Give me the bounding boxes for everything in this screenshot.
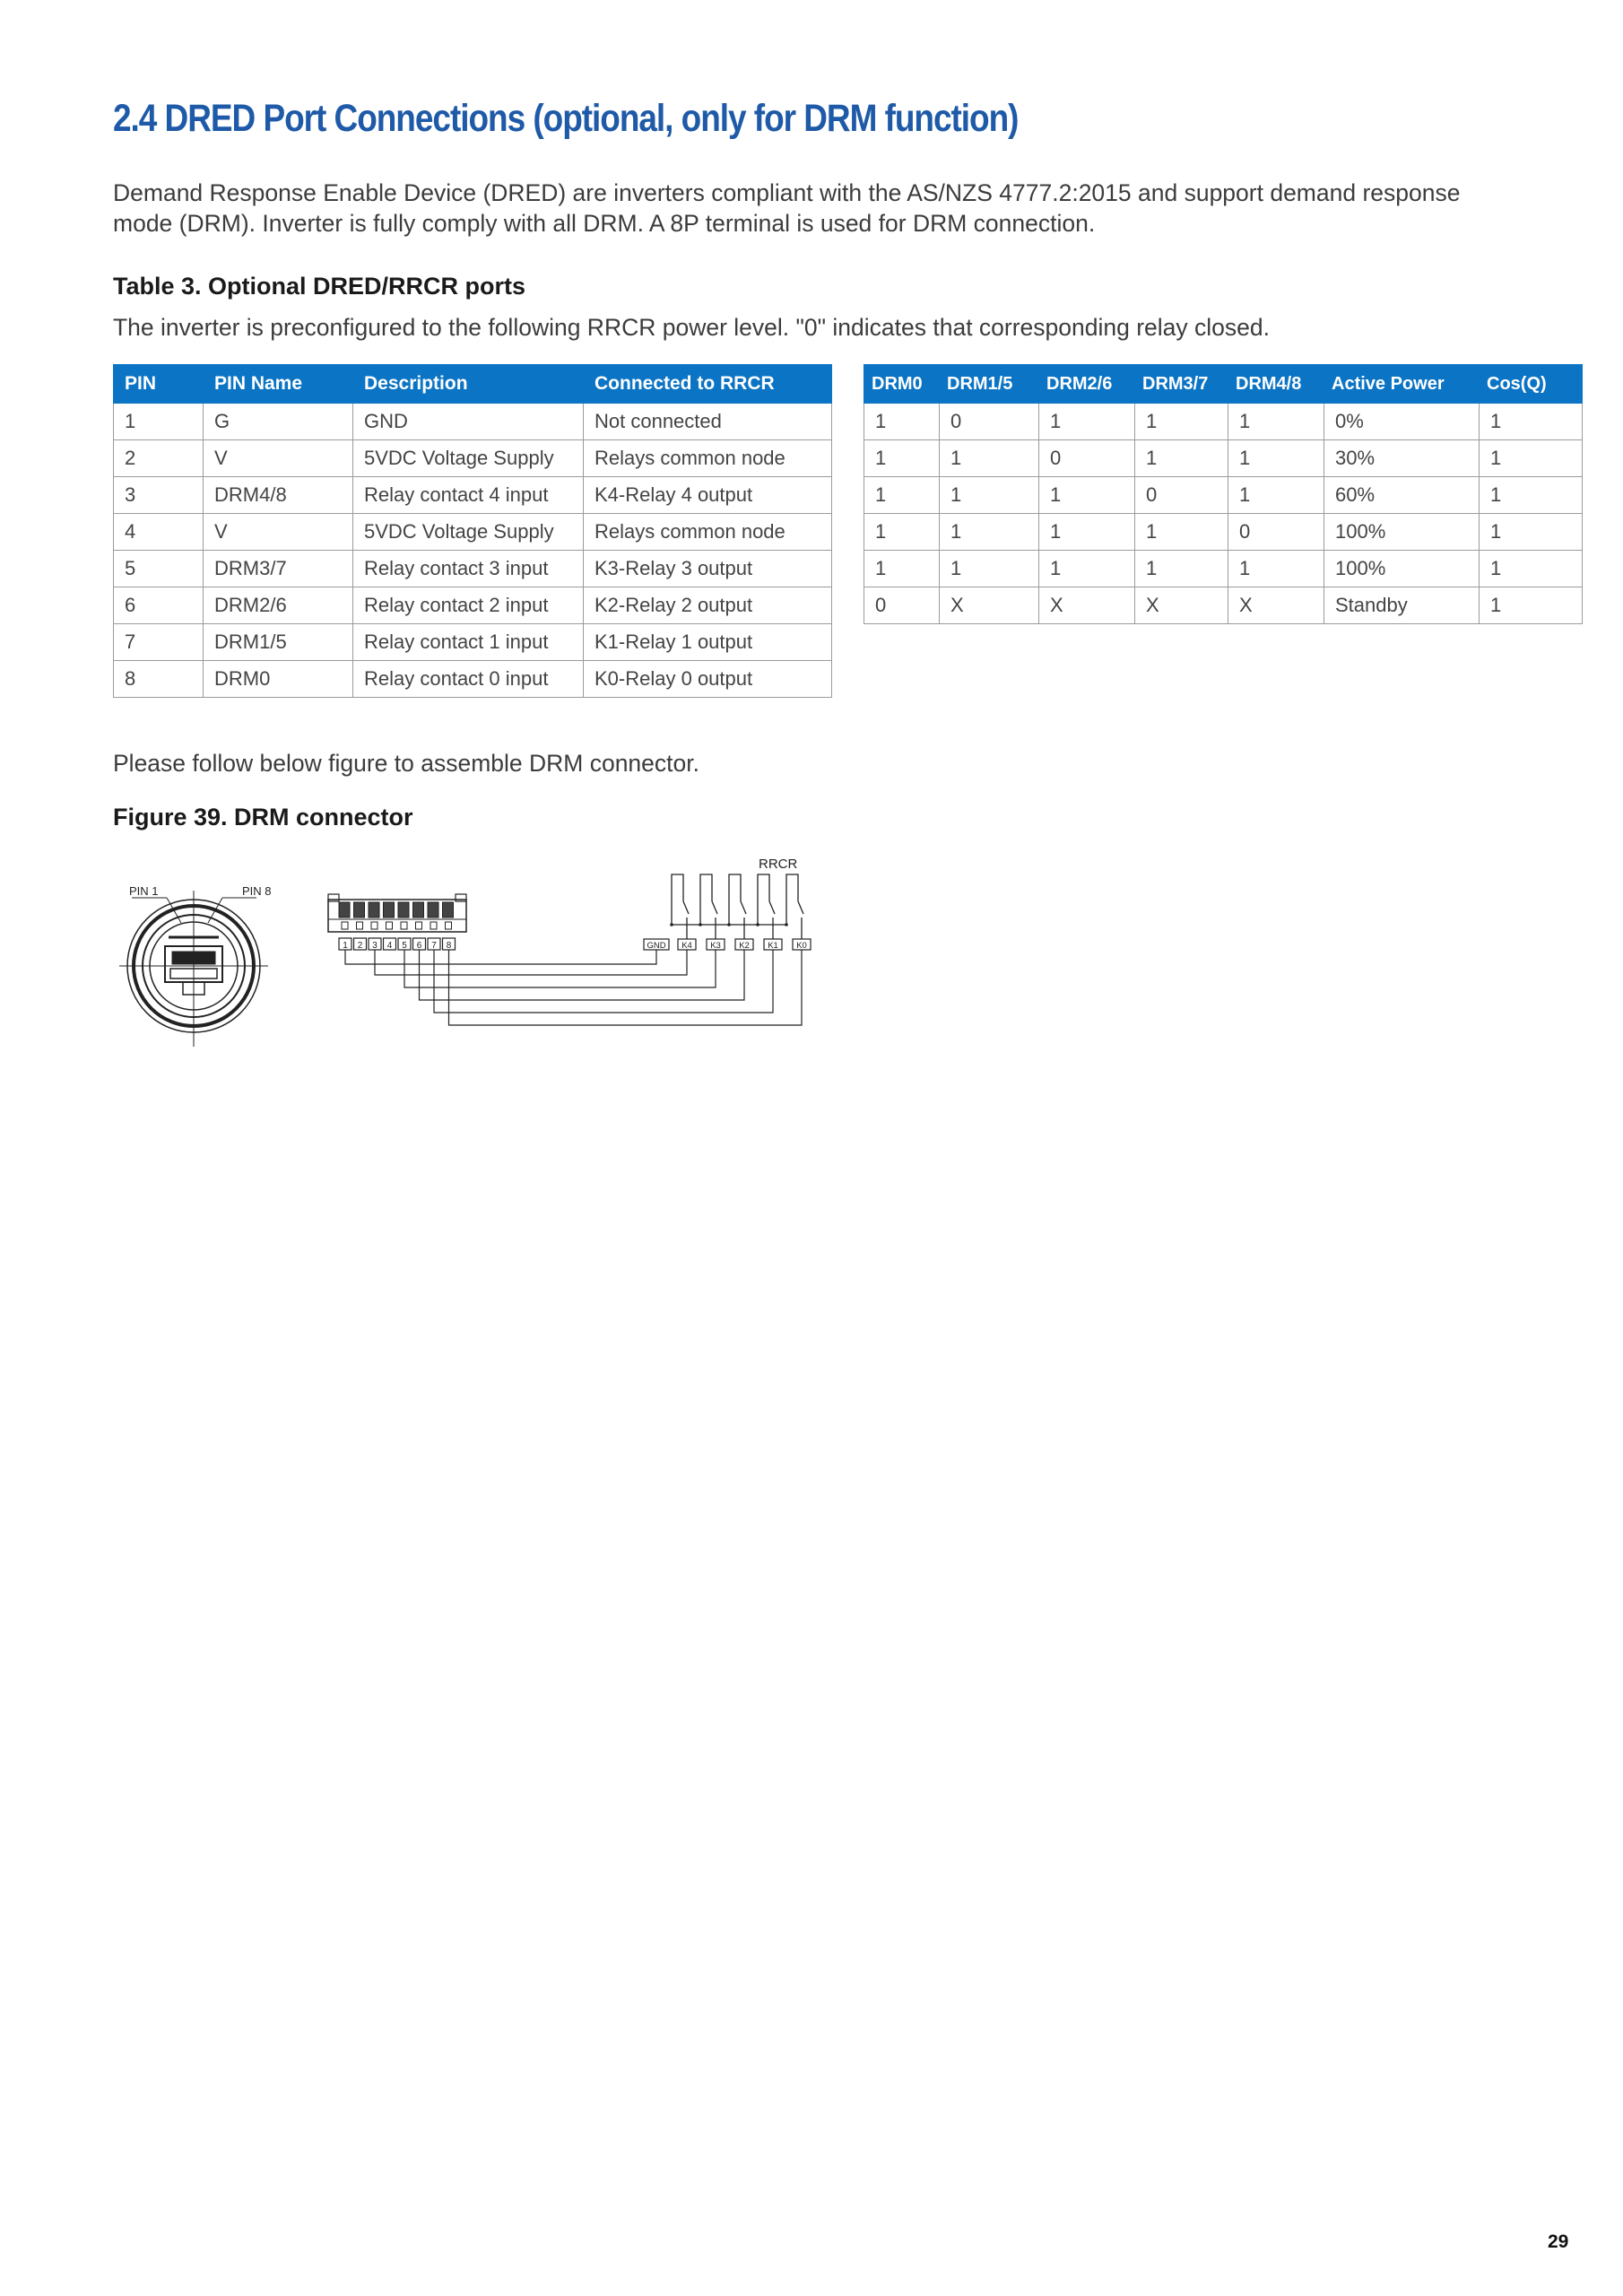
- relay-common-path: [758, 874, 769, 925]
- pin-table-cell: DRM1/5: [204, 624, 353, 661]
- drm-table-cell: 1: [1039, 514, 1135, 551]
- relay-common-path: [672, 874, 683, 925]
- figure-intro: Please follow below figure to assemble DRM connector.: [113, 750, 699, 777]
- rrcr-terminal-label: K3: [710, 941, 721, 951]
- terminal-number: 6: [416, 941, 422, 951]
- drm-table-cell: X: [1039, 587, 1135, 624]
- pin-table-cell: Not connected: [584, 404, 832, 440]
- pin-table-row: [114, 440, 832, 477]
- terminal-screw: [446, 922, 452, 929]
- terminal-number: 7: [431, 941, 437, 951]
- pin-table-cell: K1-Relay 1 output: [584, 624, 832, 661]
- terminal-screw: [386, 922, 393, 929]
- relay-switch-contact: [769, 901, 775, 914]
- pin-table-row: [114, 404, 832, 440]
- relay-common-path: [729, 874, 741, 925]
- terminal-slot: [339, 902, 350, 918]
- drm-table-cell: 1: [940, 440, 1039, 477]
- drm-table: [864, 364, 1583, 624]
- drm-table-cell: 1: [1480, 404, 1583, 440]
- pin-table-cell: G: [204, 404, 353, 440]
- pin-table-cell: Relay contact 1 input: [353, 624, 584, 661]
- pin-table-cell: 5: [114, 551, 204, 587]
- rrcr-terminal-label: K1: [768, 941, 778, 951]
- terminal-screw: [342, 922, 348, 929]
- pin-table-header-cell: PIN Name: [204, 365, 353, 404]
- drm-table-cell: 1: [1135, 404, 1228, 440]
- drm-table-cell: 0: [940, 404, 1039, 440]
- pin-table-body: [114, 404, 832, 698]
- drm-table-header: [864, 365, 1583, 404]
- pin-table-cell: Relay contact 2 input: [353, 587, 584, 624]
- drm-table-row: [864, 514, 1583, 551]
- drm-table-header-cell: DRM4/8: [1228, 365, 1324, 404]
- pin-table-cell: V: [204, 514, 353, 551]
- pin-table-cell: 3: [114, 477, 204, 514]
- terminal-screw: [357, 922, 363, 929]
- drm-connector-diagram: [113, 848, 830, 1063]
- drm-table-cell: 0: [864, 587, 940, 624]
- terminal-numbers: [339, 938, 456, 951]
- pin-table-cell: 6: [114, 587, 204, 624]
- relay-switch-contact: [712, 901, 717, 914]
- drm-table-cell: 1: [1480, 551, 1583, 587]
- drm-table-cell: 30%: [1324, 440, 1480, 477]
- terminal-screw: [371, 922, 378, 929]
- drm-table-header-cell: DRM0: [864, 365, 940, 404]
- relay-switch-contact: [683, 901, 689, 914]
- pin-table-cell: DRM2/6: [204, 587, 353, 624]
- drm-table-cell: 1: [1480, 514, 1583, 551]
- terminal-screw: [401, 922, 407, 929]
- drm-table-cell: Standby: [1324, 587, 1480, 624]
- pin-table-cell: Relay contact 4 input: [353, 477, 584, 514]
- drm-table-cell: 1: [1228, 440, 1324, 477]
- rrcr-relays: [670, 874, 803, 939]
- table-note: The inverter is preconfigured to the following RRCR power level. "0" indicates that corresponding relay closed.: [113, 314, 1270, 341]
- relay-switch-contact: [741, 901, 746, 914]
- figure-caption: Figure 39. DRM connector: [113, 804, 413, 831]
- terminal-number: 1: [343, 941, 348, 951]
- pin-table-cell: DRM0: [204, 661, 353, 698]
- drm-table-header-cell: DRM1/5: [940, 365, 1039, 404]
- pin-table-cell: Relay contact 0 input: [353, 661, 584, 698]
- rrcr-terminal-label: K0: [796, 941, 807, 951]
- drm-table-row: [864, 551, 1583, 587]
- pin-table-cell: V: [204, 440, 353, 477]
- drm-table-cell: X: [940, 587, 1039, 624]
- drm-table-cell: 1: [940, 477, 1039, 514]
- relay-switch-contact: [798, 901, 803, 914]
- pin-table-cell: Relays common node: [584, 514, 832, 551]
- drm-table-row: [864, 477, 1583, 514]
- drm-table-body: [864, 404, 1583, 624]
- pin-table-row: [114, 477, 832, 514]
- drm-table-cell: 1: [1228, 404, 1324, 440]
- terminal-slot: [369, 902, 379, 918]
- drm-table-cell: 1: [1039, 477, 1135, 514]
- terminal-slots: [339, 902, 454, 929]
- drm-table-cell: 1: [864, 440, 940, 477]
- pin-table-cell: Relay contact 3 input: [353, 551, 584, 587]
- rrcr-terminal-label: K4: [681, 941, 692, 951]
- drm-table-cell: 0: [1228, 514, 1324, 551]
- pin-table: [113, 364, 832, 698]
- drm-table-cell: 1: [1135, 514, 1228, 551]
- drm-table-cell: 1: [1039, 551, 1135, 587]
- pin-table-cell: 1: [114, 404, 204, 440]
- rrcr-label: RRCR: [759, 857, 798, 872]
- wire: [375, 950, 687, 975]
- drm-table-cell: 1: [864, 514, 940, 551]
- terminal-number: 3: [372, 941, 378, 951]
- drm-table-cell: 1: [864, 477, 940, 514]
- table-caption: Table 3. Optional DRED/RRCR ports: [113, 273, 526, 300]
- pin8-label: PIN 8: [242, 884, 272, 898]
- rrcr-terminal-label: K2: [739, 941, 750, 951]
- pin-table-row: [114, 551, 832, 587]
- drm-table-cell: X: [1228, 587, 1324, 624]
- pin-table-header-cell: Connected to RRCR: [584, 365, 832, 404]
- drm-table-cell: 1: [1480, 477, 1583, 514]
- pin-table-cell: 4: [114, 514, 204, 551]
- section-title: 2.4 DRED Port Connections (optional, only for DRM function): [113, 97, 1019, 140]
- drm-table-cell: 60%: [1324, 477, 1480, 514]
- terminal-slot: [398, 902, 409, 918]
- relay-common-path: [700, 874, 712, 925]
- drm-table-cell: 1: [1228, 477, 1324, 514]
- drm-table-cell: 0: [1039, 440, 1135, 477]
- pin-table-row: [114, 587, 832, 624]
- drm-table-header-cell: Cos(Q): [1480, 365, 1583, 404]
- pin-table-cell: K0-Relay 0 output: [584, 661, 832, 698]
- wire: [404, 950, 716, 987]
- pin-table-cell: 2: [114, 440, 204, 477]
- pin-table-cell: 7: [114, 624, 204, 661]
- drm-table-cell: 1: [1039, 404, 1135, 440]
- wiring: [345, 950, 802, 1025]
- drm-table-cell: 100%: [1324, 514, 1480, 551]
- pin-table-header: [114, 365, 832, 404]
- terminal-slot: [428, 902, 438, 918]
- pin-table-header-cell: PIN: [114, 365, 204, 404]
- drm-table-cell: 0: [1135, 477, 1228, 514]
- pin-table-cell: Relays common node: [584, 440, 832, 477]
- pin-table-cell: 5VDC Voltage Supply: [353, 440, 584, 477]
- drm-table-cell: 1: [1480, 440, 1583, 477]
- drm-table-cell: 1: [1228, 551, 1324, 587]
- drm-table-cell: 1: [864, 551, 940, 587]
- connector-face: [119, 891, 268, 1047]
- drm-table-cell: 100%: [1324, 551, 1480, 587]
- terminal-screw: [430, 922, 437, 929]
- terminal-slot: [443, 902, 454, 918]
- terminal-slot: [384, 902, 395, 918]
- pin-table-cell: GND: [353, 404, 584, 440]
- wire: [345, 950, 656, 964]
- drm-table-cell: 1: [940, 551, 1039, 587]
- drm-table-cell: 1: [864, 404, 940, 440]
- drm-table-cell: 1: [940, 514, 1039, 551]
- wire: [434, 950, 773, 1013]
- drm-table-header-cell: DRM2/6: [1039, 365, 1135, 404]
- drm-table-cell: 0%: [1324, 404, 1480, 440]
- drm-table-row: [864, 404, 1583, 440]
- pin-table-row: [114, 661, 832, 698]
- terminal-slot: [413, 902, 424, 918]
- rrcr-terminals: [644, 939, 811, 951]
- rrcr-terminal-label: GND: [647, 941, 666, 951]
- relay-common-path: [786, 874, 798, 925]
- pin-table-cell: DRM4/8: [204, 477, 353, 514]
- pin-table-row: [114, 624, 832, 661]
- terminal-screw: [416, 922, 422, 929]
- pin-table-cell: 5VDC Voltage Supply: [353, 514, 584, 551]
- drm-table-header-cell: Active Power: [1324, 365, 1480, 404]
- pin1-label: PIN 1: [129, 884, 159, 898]
- drm-table-header-cell: DRM3/7: [1135, 365, 1228, 404]
- pin-table-cell: K4-Relay 4 output: [584, 477, 832, 514]
- pin-table-cell: 8: [114, 661, 204, 698]
- pin-table-cell: K2-Relay 2 output: [584, 587, 832, 624]
- drm-table-cell: X: [1135, 587, 1228, 624]
- pin-table-row: [114, 514, 832, 551]
- drm-table-cell: 1: [1135, 440, 1228, 477]
- terminal-number: 4: [386, 941, 393, 951]
- pin-table-cell: DRM3/7: [204, 551, 353, 587]
- pin-table-header-cell: Description: [353, 365, 584, 404]
- drm-table-row: [864, 440, 1583, 477]
- pin-table-cell: K3-Relay 3 output: [584, 551, 832, 587]
- terminal-number: 2: [357, 941, 363, 951]
- page-number: 29: [1548, 2231, 1569, 2252]
- terminal-slot: [354, 902, 365, 918]
- intro-paragraph: Demand Response Enable Device (DRED) are inverters compliant with the AS/NZS 4777.2:2015 and support demand response mode (DRM). Inverter is fully comply with all DRM. A 8P terminal is used for DRM connection.: [113, 179, 1461, 237]
- drm-table-cell: 1: [1135, 551, 1228, 587]
- terminal-number: 5: [402, 941, 407, 951]
- drm-table-row: [864, 587, 1583, 624]
- terminal-number: 8: [446, 941, 452, 951]
- drm-table-cell: 1: [1480, 587, 1583, 624]
